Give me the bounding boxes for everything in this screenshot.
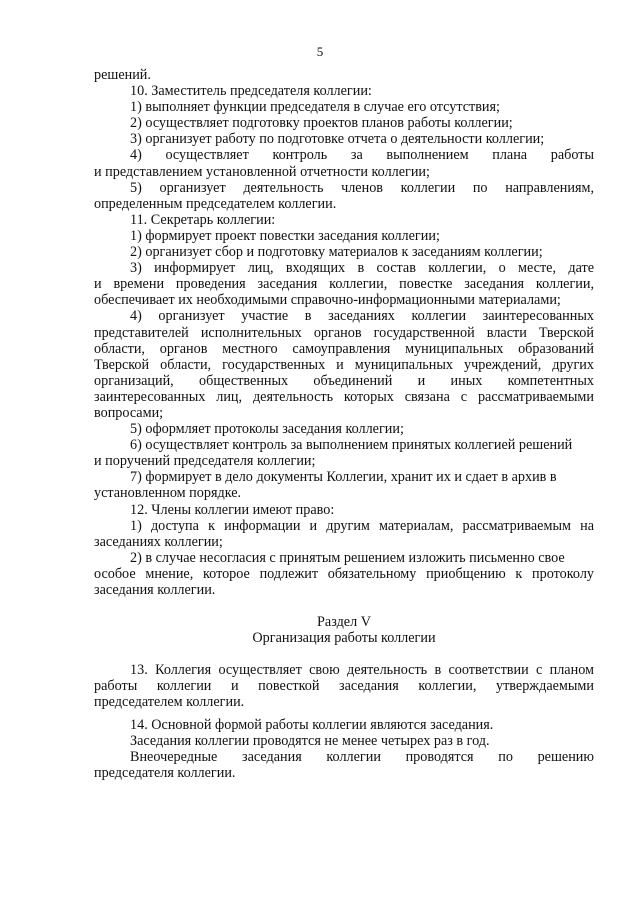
list-item: 4) организует участие в заседаниях коллегии заинтересованных	[130, 308, 594, 325]
page-number: 5	[316, 44, 324, 59]
section-heading: Раздел V	[317, 614, 371, 631]
text-line: представителей исполнительных органов государственной власти Тверской	[94, 324, 594, 341]
list-item: 7) формирует в дело документы Коллегии, хранит их и сдает в архив в	[130, 469, 557, 486]
text-line: заседания коллегии.	[94, 582, 216, 598]
text-line: установленном порядке.	[94, 485, 242, 502]
text-line: обеспечивает их необходимыми справочно-информационными материалами;	[94, 292, 561, 309]
list-item: 5) организует деятельность членов коллегии по направлениям,	[130, 179, 594, 196]
text-line: вопросами;	[94, 404, 164, 421]
list-item: 2) организует сбор и подготовку материалов к заседаниям коллегии;	[130, 244, 543, 261]
paragraph-heading: 11. Секретарь коллегии:	[130, 211, 276, 228]
text-line: и времени проведения заседания коллегии, повестке заседания коллегии,	[94, 276, 594, 293]
text-line: Заседания коллегии проводятся не менее четырех раз в год.	[130, 732, 490, 749]
text-line: решений.	[94, 67, 151, 83]
text-line: работы коллегии и повесткой заседания коллегии, утверждаемыми	[94, 678, 594, 695]
list-item: 2) в случае несогласия с принятым решением изложить письменно свое	[130, 549, 565, 566]
text-line: председателем коллегии.	[94, 694, 245, 711]
spacer	[94, 646, 594, 662]
list-item: 1) выполняет функции председателя в случае его отсутствия;	[130, 99, 500, 116]
text-line: определенным председателем коллегии.	[94, 195, 337, 212]
paragraph-heading: 10. Заместитель председателя коллегии:	[130, 83, 372, 100]
text-line: особое мнение, которое подлежит обязательному приобщению к протоколу	[94, 565, 594, 582]
list-item: 4) осуществляет контроль за выполнением плана работы	[130, 147, 594, 164]
paragraph-heading: 12. Члены коллегии имеют право:	[130, 501, 335, 518]
text-line: и поручений председателя коллегии;	[94, 453, 316, 470]
list-item: 2) осуществляет подготовку проектов планов работы коллегии;	[130, 115, 513, 132]
text-line: Тверской области, государственных и муниципальных учреждений, других	[94, 356, 594, 373]
text-line: заинтересованных лиц, деятельность которых связана с рассматриваемыми	[94, 388, 594, 405]
spacer	[94, 598, 594, 614]
text-line: и представлением установленной отчетности коллегии;	[94, 163, 430, 180]
section-title: Организация работы коллегии	[252, 630, 436, 647]
list-item: 6) осуществляет контроль за выполнением принятых коллегией решений	[130, 437, 573, 454]
list-item: 3) организует работу по подготовке отчета о деятельности коллегии;	[130, 131, 545, 148]
text-line: области, органов местного самоуправления муниципальных образований	[94, 340, 594, 357]
text-line: Внеочередные заседания коллегии проводятся по решению	[130, 748, 594, 765]
paragraph-heading: 14. Основной формой работы коллегии являются заседания.	[130, 716, 494, 733]
text-line: председателя коллегии.	[94, 764, 236, 781]
list-item: 1) формирует проект повестки заседания коллегии;	[130, 227, 440, 244]
page-text	[94, 67, 594, 781]
list-item: 3) информирует лиц, входящих в состав коллегии, о месте, дате	[130, 260, 594, 277]
list-item: 5) оформляет протоколы заседания коллегии;	[130, 421, 404, 438]
list-item: 1) доступа к информации и другим материалам, рассматриваемым на	[130, 517, 594, 534]
text-line: организаций, общественных объединений и иных компетентных	[94, 372, 594, 389]
text-line: заседаниях коллегии;	[94, 533, 223, 550]
paragraph-heading: 13. Коллегия осуществляет свою деятельность в соответствии с планом	[130, 662, 594, 679]
